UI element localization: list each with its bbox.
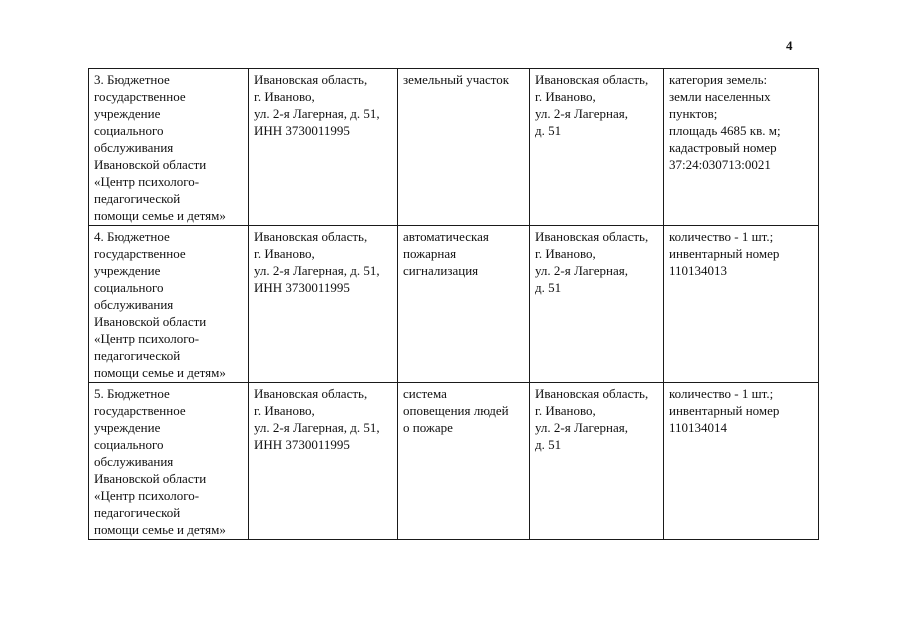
holder-address-cell: Ивановская область, г. Иваново, ул. 2-я Лагерная, д. 51, ИНН 3730011995 xyxy=(249,383,398,540)
table-row xyxy=(89,383,819,540)
characteristics-cell: количество - 1 шт.; инвентарный номер 110134013 xyxy=(664,226,819,383)
object-address-cell: Ивановская область, г. Иваново, ул. 2-я Лагерная, д. 51 xyxy=(530,226,664,383)
characteristics-cell: количество - 1 шт.; инвентарный номер 110134014 xyxy=(664,383,819,540)
holder-address-cell: Ивановская область, г. Иваново, ул. 2-я Лагерная, д. 51, ИНН 3730011995 xyxy=(249,69,398,226)
holder-cell: 5. Бюджетное государственное учреждение социального обслуживания Ивановской области «Центр психолого- педагогической помощи семье и детям» xyxy=(89,383,249,540)
object-address-cell: Ивановская область, г. Иваново, ул. 2-я Лагерная, д. 51 xyxy=(530,69,664,226)
holder-cell: 4. Бюджетное государственное учреждение социального обслуживания Ивановской области «Центр психолого- педагогической помощи семье и детям» xyxy=(89,226,249,383)
characteristics-cell: категория земель: земли населенных пунктов; площадь 4685 кв. м; кадастровый номер 37:24:030713:0021 xyxy=(664,69,819,226)
page-number: 4 xyxy=(786,38,793,53)
object-name-cell: автоматическая пожарная сигнализация xyxy=(398,226,530,383)
holder-address-cell: Ивановская область, г. Иваново, ул. 2-я Лагерная, д. 51, ИНН 3730011995 xyxy=(249,226,398,383)
object-name-cell: система оповещения людей о пожаре xyxy=(398,383,530,540)
property-table xyxy=(88,68,819,540)
holder-cell: 3. Бюджетное государственное учреждение социального обслуживания Ивановской области «Центр психолого- педагогической помощи семье и детям» xyxy=(89,69,249,226)
object-address-cell: Ивановская область, г. Иваново, ул. 2-я Лагерная, д. 51 xyxy=(530,383,664,540)
table-row xyxy=(89,69,819,226)
table-row xyxy=(89,226,819,383)
object-name-cell: земельный участок xyxy=(398,69,530,226)
